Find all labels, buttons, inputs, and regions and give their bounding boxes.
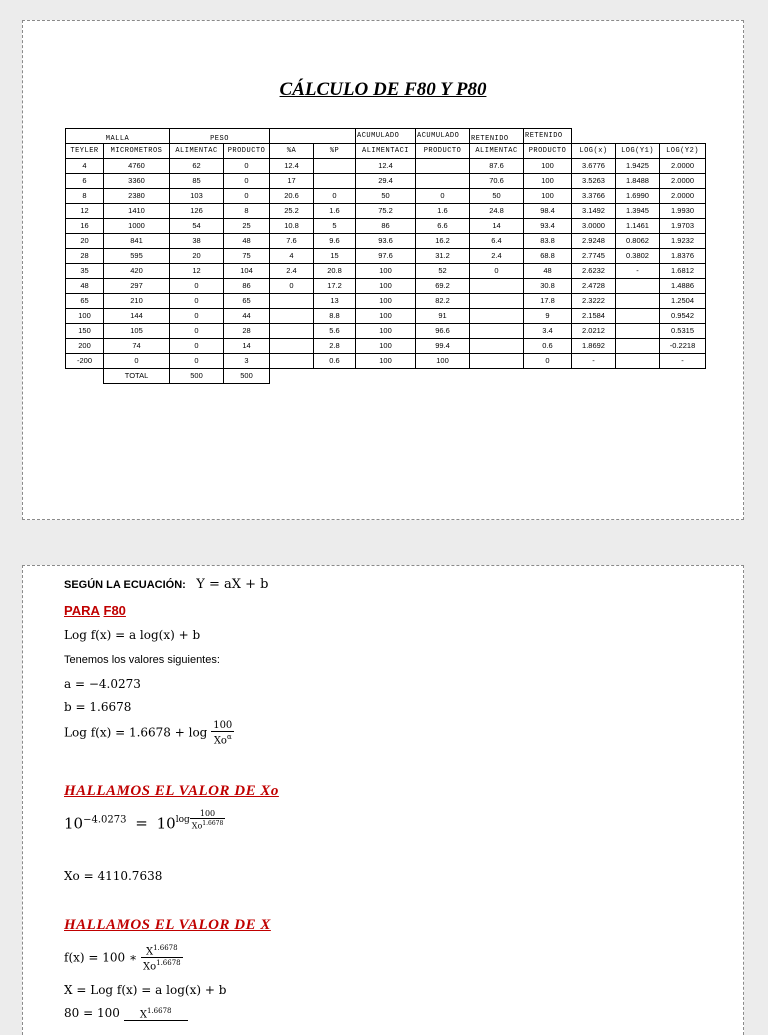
- table-cell: 100: [356, 339, 416, 354]
- table-cell: 65: [224, 294, 270, 309]
- table-cell: 35: [66, 264, 104, 279]
- table-cell: 1.6: [314, 204, 356, 219]
- final-left: 80 = 100: [64, 1006, 120, 1021]
- column-header: LOG(Y1): [616, 144, 660, 159]
- table-cell: 100: [356, 309, 416, 324]
- table-cell: 100: [356, 354, 416, 369]
- column-header: %P: [314, 144, 356, 159]
- table-cell: 16.2: [416, 234, 470, 249]
- table-cell: [270, 324, 314, 339]
- table-row: [66, 339, 706, 354]
- column-header: ALIMENTACI: [356, 144, 416, 159]
- table-cell: 420: [104, 264, 170, 279]
- table-cell: 100: [356, 324, 416, 339]
- table-cell: 4760: [104, 159, 170, 174]
- table-row: [66, 174, 706, 189]
- table-cell: 1.9425: [616, 159, 660, 174]
- table-cell: 4: [270, 249, 314, 264]
- table-cell: 100: [524, 159, 572, 174]
- table-cell: 83.8: [524, 234, 572, 249]
- log-equation: Log f(x) = a log(x) + b: [64, 628, 201, 642]
- substituted-left: Log f(x) = 1.6678 + log: [64, 725, 208, 740]
- column-header: LOG(Y2): [660, 144, 706, 159]
- table-cell: 50: [356, 189, 416, 204]
- b-value: b = 1.6678: [64, 700, 132, 714]
- table-cell: 1.2504: [660, 294, 706, 309]
- table-cell: 6: [66, 174, 104, 189]
- table-row: [66, 234, 706, 249]
- final-equation: [64, 1006, 188, 1021]
- table-cell: [616, 279, 660, 294]
- table-cell: 2.1584: [572, 309, 616, 324]
- table-cell: 100: [524, 189, 572, 204]
- granulometry-table: [65, 128, 706, 384]
- table-cell: 2.0000: [660, 174, 706, 189]
- table-cell: [616, 339, 660, 354]
- table-cell: [470, 339, 524, 354]
- table-cell: 17.2: [314, 279, 356, 294]
- table-cell: 93.6: [356, 234, 416, 249]
- table-cell: 0.8062: [616, 234, 660, 249]
- header-retenido-1: RETENIDO: [470, 129, 524, 144]
- power-right-log: log: [175, 815, 190, 826]
- power-exp-den: [190, 819, 226, 831]
- table-cell: 0.6: [314, 354, 356, 369]
- final-fraction: [124, 1006, 188, 1021]
- table-cell: 16: [66, 219, 104, 234]
- column-header: ALIMENTAC: [470, 144, 524, 159]
- table-row: [66, 249, 706, 264]
- table-cell: 105: [104, 324, 170, 339]
- table-cell: 297: [104, 279, 170, 294]
- table-cell: 0: [524, 354, 572, 369]
- table-cell: 126: [170, 204, 224, 219]
- table-cell: 2.6232: [572, 264, 616, 279]
- table-cell: 14: [224, 339, 270, 354]
- table-cell: 3.3766: [572, 189, 616, 204]
- fx-equation: [64, 943, 183, 973]
- table-cell: 103: [170, 189, 224, 204]
- table-cell: 2.3222: [572, 294, 616, 309]
- table-cell: [470, 309, 524, 324]
- fx-den-sup: 1.6678: [156, 959, 181, 968]
- table-cell: [270, 354, 314, 369]
- table-cell: 2.0000: [660, 159, 706, 174]
- table-cell: [616, 354, 660, 369]
- table-cell: 20.6: [270, 189, 314, 204]
- table-cell: 0.9542: [660, 309, 706, 324]
- table-cell: 20: [66, 234, 104, 249]
- table-cell: 38: [170, 234, 224, 249]
- table-cell: [470, 294, 524, 309]
- table-cell: 841: [104, 234, 170, 249]
- table-cell: 8.8: [314, 309, 356, 324]
- table-cell: [416, 159, 470, 174]
- table-cell: 48: [66, 279, 104, 294]
- column-header-row: [66, 144, 706, 159]
- table-cell: 85: [170, 174, 224, 189]
- table-cell: 14: [470, 219, 524, 234]
- table-cell: 0: [314, 189, 356, 204]
- table-row: [66, 159, 706, 174]
- segun-label: SEGÚN LA ECUACIÓN:: [64, 579, 186, 591]
- table-cell: 1.4886: [660, 279, 706, 294]
- table-cell: 1.8692: [572, 339, 616, 354]
- table-cell: 2.4728: [572, 279, 616, 294]
- column-header: MICROMETROS: [104, 144, 170, 159]
- fx-num-base: X: [145, 946, 154, 958]
- alpha-sup: α: [226, 733, 232, 741]
- table-cell: 24.8: [470, 204, 524, 219]
- header-blank: [270, 129, 356, 144]
- xo-result: Xo = 4110.7638: [64, 869, 163, 883]
- power-exp-den-sup: 1.6678: [202, 820, 224, 827]
- table-cell: 2.0000: [660, 189, 706, 204]
- table-cell: 3.1492: [572, 204, 616, 219]
- equation-intro: [64, 575, 269, 593]
- table-cell: [616, 324, 660, 339]
- table-cell: 200: [66, 339, 104, 354]
- fraction-denominator: [211, 732, 234, 746]
- header-malla: MALLA: [66, 129, 170, 144]
- table-cell: [314, 174, 356, 189]
- fx-left: f(x) = 100 ∗: [64, 950, 138, 965]
- table-cell: 0: [104, 354, 170, 369]
- header-acumulado-1: ACUMULADO: [356, 129, 416, 144]
- column-header: PRODUCTO: [524, 144, 572, 159]
- fx-fraction: [141, 943, 183, 973]
- table-cell: 9: [524, 309, 572, 324]
- total-row: [66, 369, 706, 384]
- table-cell: 3: [224, 354, 270, 369]
- table-row: [66, 324, 706, 339]
- table-cell: 6.4: [470, 234, 524, 249]
- table-cell: 100: [524, 174, 572, 189]
- column-header: TEYLER: [66, 144, 104, 159]
- table-cell: 74: [104, 339, 170, 354]
- power-equation: [64, 809, 225, 832]
- table-cell: 100: [356, 264, 416, 279]
- table-cell: [270, 339, 314, 354]
- header-acumulado-2: ACUMULADO: [416, 129, 470, 144]
- table-cell: 25: [224, 219, 270, 234]
- table-cell: -0.2218: [660, 339, 706, 354]
- table-cell: 0.3802: [616, 249, 660, 264]
- table-cell: 29.4: [356, 174, 416, 189]
- table-cell: [470, 279, 524, 294]
- table-cell: 93.4: [524, 219, 572, 234]
- table-cell: 28: [224, 324, 270, 339]
- table-cell: 595: [104, 249, 170, 264]
- table-row: [66, 204, 706, 219]
- power-exp-den-base: Xo: [191, 821, 203, 831]
- table-cell: 150: [66, 324, 104, 339]
- table-cell: 12: [66, 204, 104, 219]
- table-cell: 75.2: [356, 204, 416, 219]
- final-numerator: [124, 1006, 188, 1021]
- table-cell: 86: [224, 279, 270, 294]
- table-cell: 12.4: [270, 159, 314, 174]
- table-cell: 68.8: [524, 249, 572, 264]
- table-cell: 65: [66, 294, 104, 309]
- fraction-numerator: 100: [213, 720, 233, 731]
- table-cell: 62: [170, 159, 224, 174]
- table-cell: 100: [416, 354, 470, 369]
- table-cell: 100: [356, 294, 416, 309]
- table-cell: -: [572, 354, 616, 369]
- tenemos-text: Tenemos los valores siguientes:: [64, 654, 220, 666]
- table-cell: 144: [104, 309, 170, 324]
- table-cell: [416, 174, 470, 189]
- table-cell: 2.8: [314, 339, 356, 354]
- table-cell: 97.6: [356, 249, 416, 264]
- para-label: PARA: [64, 603, 100, 618]
- table-cell: 3.0000: [572, 219, 616, 234]
- table-cell: 0: [170, 354, 224, 369]
- table-cell: 8: [66, 189, 104, 204]
- table-cell: 0: [224, 174, 270, 189]
- table-cell: -: [616, 264, 660, 279]
- table-cell: 4: [66, 159, 104, 174]
- table-cell: -200: [66, 354, 104, 369]
- table-cell: 12.4: [356, 159, 416, 174]
- xo-text: Xo: [213, 735, 227, 747]
- fx-num-sup: 1.6678: [153, 944, 178, 952]
- column-header: PRODUCTO: [416, 144, 470, 159]
- fraction-100-over-xo: [211, 720, 234, 746]
- header-peso: PESO: [170, 129, 270, 144]
- table-cell: 20.8: [314, 264, 356, 279]
- table-cell: 1.6812: [660, 264, 706, 279]
- total-label: TOTAL: [104, 369, 170, 384]
- table-cell: 48: [224, 234, 270, 249]
- power-left-exp: −4.0273: [83, 814, 127, 826]
- table-cell: 1.1461: [616, 219, 660, 234]
- total-alimentacion: 500: [170, 369, 224, 384]
- table-cell: 12: [170, 264, 224, 279]
- table-cell: 96.6: [416, 324, 470, 339]
- table-cell: 20: [170, 249, 224, 264]
- table-cell: 2.0212: [572, 324, 616, 339]
- table-cell: 0: [170, 324, 224, 339]
- document-page-1: [22, 20, 744, 520]
- table-cell: 0: [170, 309, 224, 324]
- table-cell: 1.9703: [660, 219, 706, 234]
- substituted-equation: [64, 720, 234, 746]
- table-row: [66, 264, 706, 279]
- table-cell: [314, 159, 356, 174]
- table-cell: 10.8: [270, 219, 314, 234]
- table-cell: 70.6: [470, 174, 524, 189]
- linear-equation: Y = aX + b: [196, 577, 269, 592]
- table-cell: 1.6: [416, 204, 470, 219]
- power-right-base: 10: [156, 814, 176, 833]
- hallamos-xo-heading: HALLAMOS EL VALOR DE Xo: [64, 783, 279, 799]
- table-cell: [616, 294, 660, 309]
- para-f80-heading: [64, 603, 126, 618]
- power-left-base: 10: [64, 814, 84, 833]
- table-cell: 1.8376: [660, 249, 706, 264]
- table-cell: 7.6: [270, 234, 314, 249]
- table-cell: 30.8: [524, 279, 572, 294]
- power-exp-num: 100: [190, 809, 226, 819]
- table-cell: 91: [416, 309, 470, 324]
- table-cell: 1.9930: [660, 204, 706, 219]
- table-cell: -: [660, 354, 706, 369]
- table-cell: 0: [170, 339, 224, 354]
- table-cell: 2.7745: [572, 249, 616, 264]
- document-page-2: [22, 565, 744, 1035]
- table-cell: 5: [314, 219, 356, 234]
- table-cell: 82.2: [416, 294, 470, 309]
- table-cell: 0: [170, 279, 224, 294]
- page-title: CÁLCULO DE F80 Y P80: [279, 79, 487, 100]
- final-num-base: X: [139, 1009, 147, 1021]
- table-cell: 210: [104, 294, 170, 309]
- table-cell: 87.6: [470, 159, 524, 174]
- header-retenido-2: RETENIDO: [524, 129, 572, 144]
- table-cell: 13: [314, 294, 356, 309]
- table-cell: [270, 309, 314, 324]
- table-cell: 50: [470, 189, 524, 204]
- table-cell: [616, 309, 660, 324]
- table-cell: 0: [470, 264, 524, 279]
- table-cell: 17.8: [524, 294, 572, 309]
- table-cell: 1.8488: [616, 174, 660, 189]
- column-header: PRODUCTO: [224, 144, 270, 159]
- table-cell: 1000: [104, 219, 170, 234]
- table-cell: [470, 324, 524, 339]
- table-cell: [270, 294, 314, 309]
- table-cell: 0.5315: [660, 324, 706, 339]
- table-cell: 44: [224, 309, 270, 324]
- table-cell: 1.6990: [616, 189, 660, 204]
- table-cell: 25.2: [270, 204, 314, 219]
- table-cell: [470, 354, 524, 369]
- power-exp-fraction: [190, 809, 226, 831]
- table-cell: 0.6: [524, 339, 572, 354]
- table-cell: 0: [224, 189, 270, 204]
- table-cell: 9.6: [314, 234, 356, 249]
- table-cell: 75: [224, 249, 270, 264]
- table-cell: 99.4: [416, 339, 470, 354]
- table-cell: 2.4: [270, 264, 314, 279]
- table-cell: 5.6: [314, 324, 356, 339]
- table-cell: 6.6: [416, 219, 470, 234]
- final-num-sup: 1.6678: [147, 1007, 172, 1015]
- fx-numerator: [141, 943, 183, 958]
- table-row: [66, 354, 706, 369]
- table-cell: 86: [356, 219, 416, 234]
- hallamos-x-heading: HALLAMOS EL VALOR DE X: [64, 917, 271, 933]
- table-row: [66, 219, 706, 234]
- total-producto: 500: [224, 369, 270, 384]
- table-cell: 0: [416, 189, 470, 204]
- table-cell: 3.6776: [572, 159, 616, 174]
- table-row: [66, 279, 706, 294]
- table-cell: 104: [224, 264, 270, 279]
- table-cell: 3.5263: [572, 174, 616, 189]
- para-f80: F80: [103, 603, 126, 618]
- table-cell: 98.4: [524, 204, 572, 219]
- x-equation: X = Log f(x) = a log(x) + b: [64, 983, 227, 997]
- table-cell: 2380: [104, 189, 170, 204]
- power-equals: =: [135, 814, 148, 833]
- table-cell: 0: [270, 279, 314, 294]
- table-cell: 52: [416, 264, 470, 279]
- table-row: [66, 294, 706, 309]
- table-cell: 54: [170, 219, 224, 234]
- table-cell: 8: [224, 204, 270, 219]
- column-header: %A: [270, 144, 314, 159]
- table-cell: 69.2: [416, 279, 470, 294]
- table-cell: 17: [270, 174, 314, 189]
- table-cell: 1.9232: [660, 234, 706, 249]
- table-cell: 100: [66, 309, 104, 324]
- group-header-row: [66, 129, 706, 144]
- table-cell: 15: [314, 249, 356, 264]
- table-row: [66, 189, 706, 204]
- column-header: ALIMENTAC: [170, 144, 224, 159]
- column-header: LOG(x): [572, 144, 616, 159]
- table-cell: 3360: [104, 174, 170, 189]
- table-cell: 2.4: [470, 249, 524, 264]
- table-cell: 28: [66, 249, 104, 264]
- table-cell: 0: [170, 294, 224, 309]
- table-cell: 3.4: [524, 324, 572, 339]
- fx-denominator: [141, 958, 183, 972]
- table-cell: 48: [524, 264, 572, 279]
- table-cell: 1.3945: [616, 204, 660, 219]
- table-cell: 31.2: [416, 249, 470, 264]
- table-cell: 100: [356, 279, 416, 294]
- table-cell: 0: [224, 159, 270, 174]
- table-cell: 2.9248: [572, 234, 616, 249]
- table-cell: 1410: [104, 204, 170, 219]
- table-row: [66, 309, 706, 324]
- fx-den-base: Xo: [142, 961, 157, 973]
- a-value: a = −4.0273: [64, 677, 141, 691]
